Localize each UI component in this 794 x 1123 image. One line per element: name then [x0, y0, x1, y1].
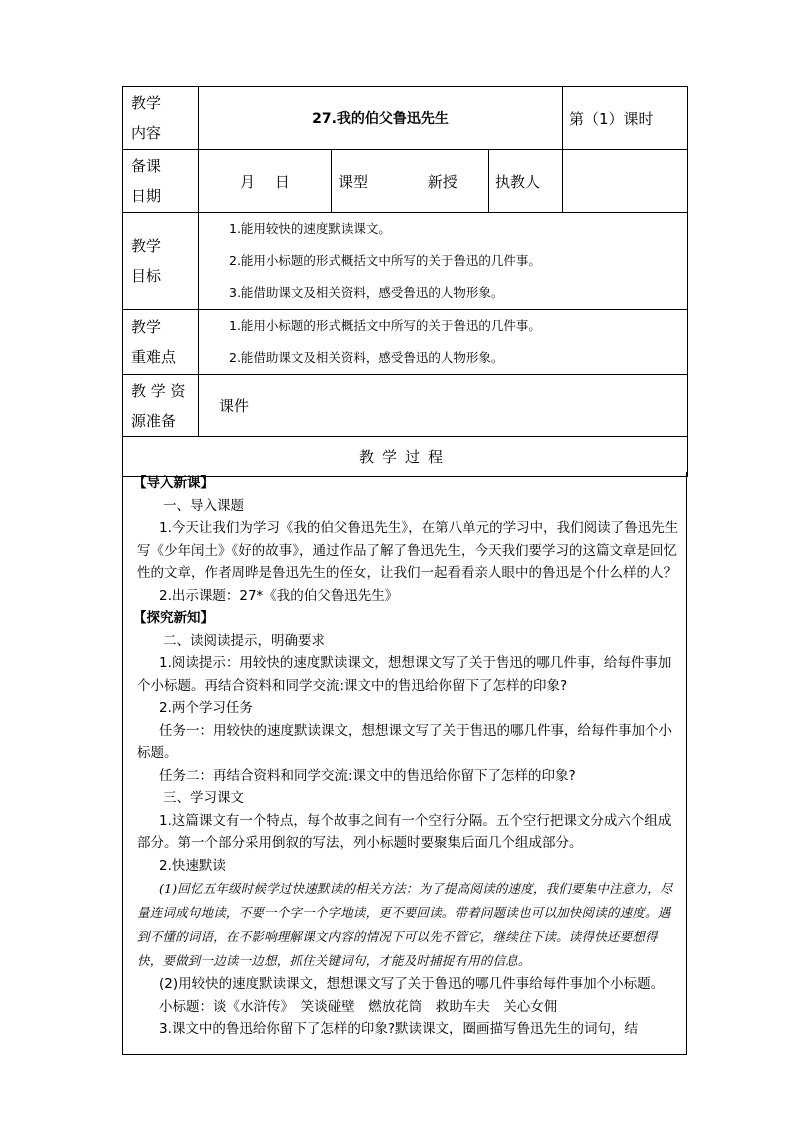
process-heading: 教学过程: [123, 437, 688, 477]
resource-value: 课件: [199, 375, 688, 437]
paragraph: 1.今天让我们为学习《我的伯父鲁迅先生》，在第八单元的学习中，我们阅读了鲁迅先生写《少年闰土》《好的故事》，通过作品了解了鲁迅先生，今天我们要学习的这篇文章是回忆性的文章，作者周晔是鲁迅先生的侄女，让我们一起看看亲人眼中的鲁迅是个什么样的人？: [137, 520, 679, 581]
key-points-list: [199, 310, 688, 375]
paragraph: 1.阅读提示：用较快的速度默读课文，想想课文写了关于售迅的哪几件事，给每件事加个小标题。再结合资料和同学交流:课文中的售迅给你留下了怎样的印象?: [137, 655, 672, 694]
paragraph: 2.出示课题：27*《我的伯父鲁迅先生》: [159, 587, 399, 604]
goals-label-1: 教学: [131, 237, 162, 255]
type-label: 课型: [338, 172, 369, 191]
type-value: 新授: [427, 172, 458, 191]
paragraph: 3.课文中的鲁迅给你留下了怎样的印象?默读课文，圈画描写鲁迅先生的词句，结: [159, 1021, 639, 1037]
paragraph: 任务一：用较快的速度默读课文，想想课文写了关于售迅的哪几件事，给每件事加个小标题。: [137, 722, 672, 761]
date-value: 月 日: [199, 150, 332, 213]
subsection-heading: 三、学习课文: [163, 790, 244, 806]
paragraph: 2.快速默读: [159, 857, 226, 874]
key-label-cell: [123, 310, 199, 375]
key-point-item: 2.能借助课文及相关资料，感受鲁迅的人物形象。: [229, 350, 504, 365]
paragraph: (2)用较快的速度默读课文，想想课文写了关于鲁迅的哪几件事给每件事加个小标题。: [159, 976, 665, 992]
paragraph: 1.这篇课文有一个特点，每个故事之间有一个空行分隔。五个空行把课文分成六个组成部分。第一个部分采用倒叙的写法，列小标题时要聚集后面几个组成部分。: [137, 812, 672, 851]
lesson-plan-header-table: [122, 86, 688, 477]
date-label-cell: [123, 150, 199, 213]
content-label-1: 教学: [131, 94, 162, 112]
paragraph-method: (1)回忆五年级时候学过快速默读的相关方法：为了提高阅读的速度，我们要集中注意力，尽量连词成句地读，不要一个字一个字地读，更不要回读。带着问题读也可以加快阅读的速度。遇到不懂的词语，在不影响理解课文内容的情况下可以先不管它，继续往下读。读得快还要想得快，要做到一边读一边想，抓住关键词句，才能及时捕捉有用的信息。: [137, 881, 673, 968]
goal-item: 1.能用较快的速度默读课文。: [229, 221, 391, 236]
subsection-heading: 一、导入课题: [163, 497, 244, 514]
paragraph: 任务二：再结合资料和同学交流:课文中的售迅给你留下了怎样的印象?: [159, 767, 576, 784]
key-label-1: 教学: [131, 318, 162, 336]
lesson-count: 第（1）课时: [563, 87, 688, 150]
key-point-item: 1.能用小标题的形式概括文中所写的关于鲁迅的几件事。: [229, 318, 541, 333]
goals-label-2: 目标: [131, 267, 162, 285]
date-label-1: 备课: [131, 157, 162, 175]
date-label-2: 日期: [131, 187, 162, 205]
paragraph: 2.两个学习任务: [159, 700, 253, 716]
content-label-2: 内容: [131, 124, 162, 142]
resource-label-1: 教 学 资: [131, 381, 186, 400]
lesson-title: 27.我的伯父鲁迅先生: [199, 87, 563, 150]
teacher-label: 执教人: [489, 150, 563, 213]
goal-item: 2.能用小标题的形式概括文中所写的关于鲁迅的几件事。: [229, 253, 541, 268]
content-label-cell: [123, 87, 199, 150]
subsection-heading: 二、读阅读提示，明确要求: [163, 632, 325, 649]
key-label-2: 重难点: [131, 348, 177, 366]
subtitles-line: 小标题：谈《水浒传》 笑谈碰壁 燃放花筒 救助车夫 关心女佣: [159, 998, 558, 1015]
resource-label-cell: [123, 375, 199, 437]
goal-item: 3.能借助课文及相关资料，感受鲁迅的人物形象。: [229, 285, 504, 300]
goals-label-cell: [123, 213, 199, 310]
resource-label-2: 源准备: [131, 411, 177, 430]
teaching-process-body: [122, 472, 687, 1055]
teacher-value: [563, 150, 688, 213]
goals-list: [199, 213, 688, 310]
type-cell: [332, 150, 489, 213]
section-heading: 【导入新课】: [133, 475, 214, 491]
section-heading: 【探究新知】: [133, 610, 214, 626]
